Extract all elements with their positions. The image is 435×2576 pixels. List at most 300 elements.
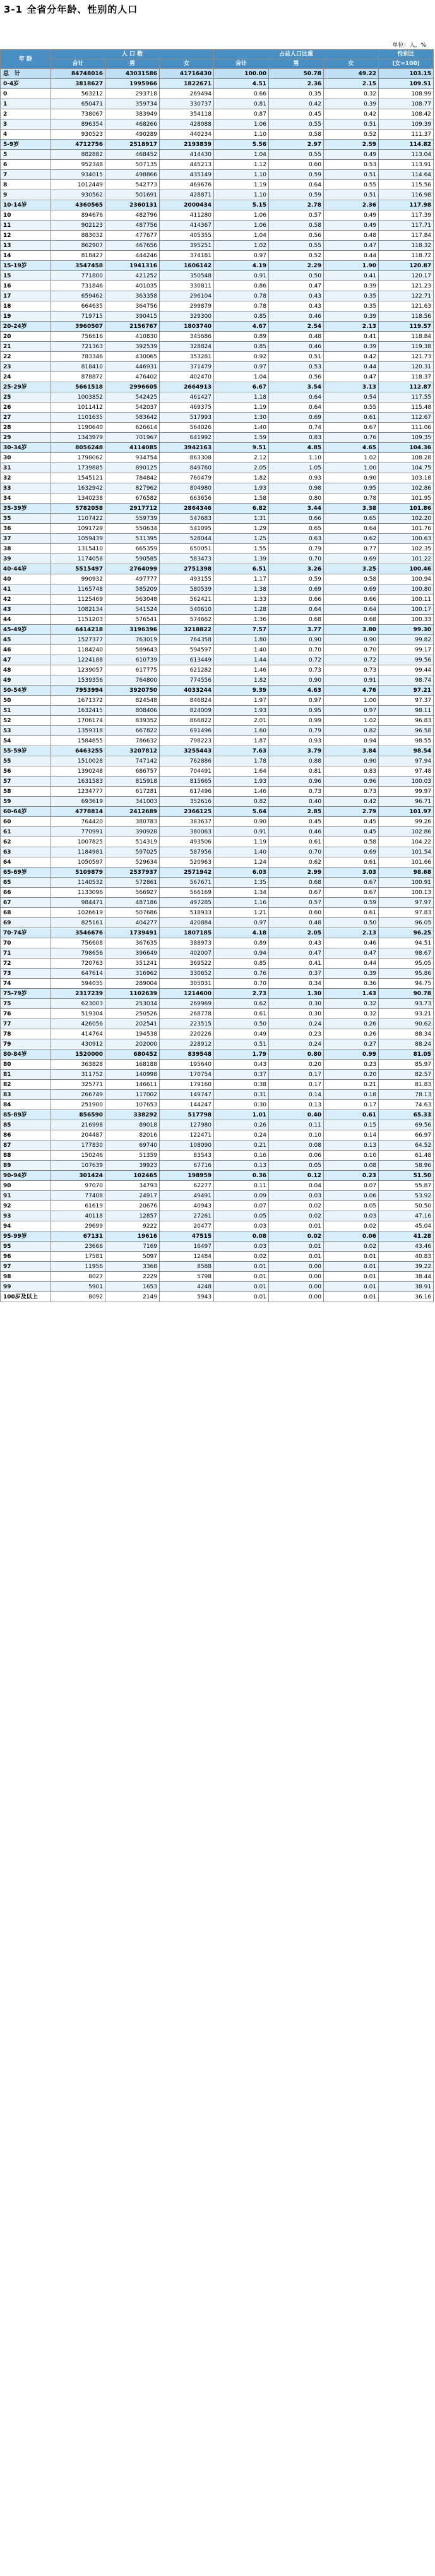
value-cell: 1.40 xyxy=(214,645,269,655)
value-cell: 518933 xyxy=(160,908,214,918)
value-cell: 663656 xyxy=(160,493,214,504)
header-sex-ratio-sub: (女=100) xyxy=(379,59,434,69)
value-cell: 0.50 xyxy=(324,918,379,928)
value-cell: 680452 xyxy=(105,1049,160,1060)
value-cell: 121.23 xyxy=(379,281,434,291)
table-row xyxy=(1,1090,434,1100)
age-cell: 96 xyxy=(1,1252,51,1262)
value-cell: 2229 xyxy=(105,1272,160,1282)
value-cell: 111.37 xyxy=(379,130,434,140)
age-cell: 40-44岁 xyxy=(1,564,51,574)
value-cell: 517993 xyxy=(160,413,214,423)
table-row-group xyxy=(1,868,434,878)
value-cell: 641992 xyxy=(160,433,214,443)
value-cell: 390415 xyxy=(105,311,160,322)
value-cell: 0.38 xyxy=(214,1080,269,1090)
value-cell: 195640 xyxy=(160,1060,214,1070)
value-cell: 4.51 xyxy=(214,79,269,89)
value-cell: 566169 xyxy=(160,888,214,898)
value-cell: 445213 xyxy=(160,160,214,170)
age-cell: 10-14岁 xyxy=(1,200,51,210)
value-cell: 0.52 xyxy=(324,130,379,140)
value-cell: 359734 xyxy=(105,99,160,109)
table-row xyxy=(1,948,434,958)
value-cell: 296104 xyxy=(160,291,214,301)
value-cell: 0.58 xyxy=(324,837,379,847)
age-cell: 26 xyxy=(1,402,51,413)
header-population: 人 口 数 xyxy=(51,50,214,59)
table-row-group xyxy=(1,1231,434,1242)
value-cell: 497777 xyxy=(105,574,160,584)
value-cell: 440234 xyxy=(160,130,214,140)
value-cell: 3255443 xyxy=(160,746,214,756)
value-cell: 0.35 xyxy=(324,301,379,311)
value-cell: 0.64 xyxy=(269,392,324,402)
value-cell: 1.00 xyxy=(324,696,379,706)
value-cell: 0.69 xyxy=(324,584,379,595)
value-cell: 0.45 xyxy=(269,817,324,827)
value-cell: 0.42 xyxy=(324,352,379,362)
value-cell: 0.73 xyxy=(269,665,324,675)
value-cell: 4114085 xyxy=(105,443,160,453)
value-cell: 2.05 xyxy=(269,928,324,938)
value-cell: 0.94 xyxy=(324,736,379,746)
value-cell: 0.90 xyxy=(324,756,379,766)
value-cell: 89018 xyxy=(105,1120,160,1130)
age-cell: 38 xyxy=(1,544,51,554)
value-cell: 100.80 xyxy=(379,584,434,595)
value-cell: 0.01 xyxy=(214,1282,269,1292)
value-cell: 97.37 xyxy=(379,696,434,706)
value-cell: 40943 xyxy=(160,1201,214,1211)
value-cell: 1995966 xyxy=(105,79,160,89)
value-cell: 1.25 xyxy=(214,534,269,544)
value-cell: 0.80 xyxy=(269,493,324,504)
value-cell: 878872 xyxy=(51,372,105,382)
value-cell: 738067 xyxy=(51,109,105,119)
value-cell: 934015 xyxy=(51,170,105,180)
age-cell: 57 xyxy=(1,777,51,787)
value-cell: 0.47 xyxy=(324,372,379,382)
age-cell: 68 xyxy=(1,908,51,918)
value-cell: 0.16 xyxy=(214,1151,269,1161)
value-cell: 0.00 xyxy=(269,1292,324,1302)
value-cell: 99.44 xyxy=(379,665,434,675)
value-cell: 839352 xyxy=(105,716,160,726)
value-cell: 0.53 xyxy=(269,362,324,372)
age-cell: 91 xyxy=(1,1191,51,1201)
value-cell: 1.19 xyxy=(214,180,269,190)
value-cell: 1.06 xyxy=(214,210,269,221)
table-row xyxy=(1,766,434,777)
age-cell: 77 xyxy=(1,1019,51,1029)
age-cell: 55-59岁 xyxy=(1,746,51,756)
value-cell: 250526 xyxy=(105,1009,160,1019)
value-cell: 9222 xyxy=(105,1221,160,1231)
value-cell: 330737 xyxy=(160,99,214,109)
value-cell: 0.17 xyxy=(269,1080,324,1090)
value-cell: 0.57 xyxy=(269,210,324,221)
value-cell: 117.98 xyxy=(379,200,434,210)
value-cell: 392539 xyxy=(105,342,160,352)
value-cell: 461427 xyxy=(160,392,214,402)
value-cell: 1012449 xyxy=(51,180,105,190)
age-cell: 30-34岁 xyxy=(1,443,51,453)
value-cell: 594035 xyxy=(51,979,105,989)
value-cell: 82016 xyxy=(105,1130,160,1140)
value-cell: 1.31 xyxy=(214,514,269,524)
value-cell: 8588 xyxy=(160,1262,214,1272)
table-row xyxy=(1,1272,434,1282)
value-cell: 1140532 xyxy=(51,878,105,888)
value-cell: 501691 xyxy=(105,190,160,200)
value-cell: 2.73 xyxy=(214,989,269,999)
age-cell: 15 xyxy=(1,271,51,281)
value-cell: 404277 xyxy=(105,918,160,928)
value-cell: 1091729 xyxy=(51,524,105,534)
value-cell: 610739 xyxy=(105,655,160,665)
age-cell: 0 xyxy=(1,89,51,99)
value-cell: 0.01 xyxy=(324,1272,379,1282)
value-cell: 100.46 xyxy=(379,564,434,574)
value-cell: 4248 xyxy=(160,1282,214,1292)
value-cell: 0.67 xyxy=(324,878,379,888)
age-cell: 100岁及以上 xyxy=(1,1292,51,1302)
age-cell: 49 xyxy=(1,675,51,686)
value-cell: 1.60 xyxy=(214,726,269,736)
value-cell: 0.61 xyxy=(214,1009,269,1019)
value-cell: 894676 xyxy=(51,210,105,221)
value-cell: 0.06 xyxy=(269,1151,324,1161)
value-cell: 383949 xyxy=(105,109,160,119)
value-cell: 11956 xyxy=(51,1262,105,1272)
value-cell: 0.95 xyxy=(269,706,324,716)
value-cell: 20676 xyxy=(105,1201,160,1211)
value-cell: 0.50 xyxy=(269,271,324,281)
value-cell: 109.39 xyxy=(379,119,434,130)
age-cell: 43 xyxy=(1,605,51,615)
value-cell: 0.67 xyxy=(324,888,379,898)
value-cell: 2.59 xyxy=(324,140,379,150)
age-cell: 8 xyxy=(1,180,51,190)
value-cell: 1.93 xyxy=(214,777,269,787)
table-row xyxy=(1,675,434,686)
table-row xyxy=(1,372,434,382)
value-cell: 119.38 xyxy=(379,342,434,352)
table-row xyxy=(1,241,434,251)
value-cell: 1.87 xyxy=(214,736,269,746)
value-cell: 5109879 xyxy=(51,868,105,878)
value-cell: 118.56 xyxy=(379,311,434,322)
value-cell: 1653 xyxy=(105,1282,160,1292)
value-cell: 98.11 xyxy=(379,706,434,716)
table-row-group xyxy=(1,686,434,696)
value-cell: 20477 xyxy=(160,1221,214,1231)
value-cell: 119.57 xyxy=(379,322,434,332)
value-cell: 0.66 xyxy=(324,595,379,605)
table-row xyxy=(1,574,434,584)
value-cell: 0.42 xyxy=(269,99,324,109)
value-cell: 589643 xyxy=(105,645,160,655)
value-cell: 0.96 xyxy=(324,777,379,787)
value-cell: 0.01 xyxy=(269,1252,324,1262)
value-cell: 112.87 xyxy=(379,382,434,392)
value-cell: 115.56 xyxy=(379,180,434,190)
value-cell: 330811 xyxy=(160,281,214,291)
value-cell: 0.58 xyxy=(269,221,324,231)
value-cell: 99.30 xyxy=(379,625,434,635)
age-cell: 90-94岁 xyxy=(1,1171,51,1181)
value-cell: 2.12 xyxy=(214,453,269,463)
value-cell: 507135 xyxy=(105,160,160,170)
value-cell: 396649 xyxy=(105,948,160,958)
value-cell: 0.90 xyxy=(269,675,324,686)
table-row xyxy=(1,1161,434,1171)
header-pop-female: 女 xyxy=(160,59,214,69)
value-cell: 764420 xyxy=(51,817,105,827)
value-cell: 88.24 xyxy=(379,1039,434,1049)
age-cell: 总 计 xyxy=(1,69,51,79)
value-cell: 253034 xyxy=(105,999,160,1009)
value-cell: 0.63 xyxy=(269,534,324,544)
table-row xyxy=(1,1282,434,1292)
value-cell: 96.58 xyxy=(379,726,434,736)
value-cell: 0.82 xyxy=(214,797,269,807)
value-cell: 100.33 xyxy=(379,615,434,625)
value-cell: 0.66 xyxy=(214,89,269,99)
value-cell: 99.56 xyxy=(379,655,434,665)
value-cell: 721363 xyxy=(51,342,105,352)
value-cell: 66.97 xyxy=(379,1130,434,1140)
page-title: 3-1 全省分年龄、性别的人口 xyxy=(4,4,138,15)
value-cell: 101.54 xyxy=(379,847,434,857)
value-cell: 550634 xyxy=(105,524,160,534)
value-cell: 16497 xyxy=(160,1242,214,1252)
value-cell: 563048 xyxy=(105,595,160,605)
value-cell: 0.36 xyxy=(214,1171,269,1181)
value-cell: 0.50 xyxy=(214,1019,269,1029)
value-cell: 4712756 xyxy=(51,140,105,150)
value-cell: 0.01 xyxy=(214,1292,269,1302)
table-row xyxy=(1,827,434,837)
table-row xyxy=(1,180,434,190)
value-cell: 426056 xyxy=(51,1019,105,1029)
age-cell: 80-84岁 xyxy=(1,1049,51,1060)
table-row xyxy=(1,554,434,564)
value-cell: 0.70 xyxy=(269,554,324,564)
value-cell: 367635 xyxy=(105,938,160,948)
value-cell: 0.04 xyxy=(269,1181,324,1191)
value-cell: 0.90 xyxy=(324,635,379,645)
value-cell: 0.51 xyxy=(324,170,379,180)
value-cell: 12857 xyxy=(105,1211,160,1221)
value-cell: 118.37 xyxy=(379,372,434,382)
value-cell: 487756 xyxy=(105,221,160,231)
value-cell: 198959 xyxy=(160,1171,214,1181)
value-cell: 0.01 xyxy=(269,1221,324,1231)
unit-label: 单位：人，% xyxy=(392,42,426,49)
value-cell: 414430 xyxy=(160,150,214,160)
value-cell: 0.02 xyxy=(269,1231,324,1242)
value-cell: 3.38 xyxy=(324,504,379,514)
value-cell: 4.67 xyxy=(214,322,269,332)
value-cell: 99.17 xyxy=(379,645,434,655)
value-cell: 0.96 xyxy=(269,777,324,787)
value-cell: 770991 xyxy=(51,827,105,837)
value-cell: 1050597 xyxy=(51,857,105,868)
value-cell: 1151203 xyxy=(51,615,105,625)
table-row xyxy=(1,1009,434,1019)
table-body xyxy=(1,69,434,1302)
value-cell: 764358 xyxy=(160,635,214,645)
table-row xyxy=(1,847,434,857)
value-cell: 0.39 xyxy=(324,281,379,291)
value-cell: 108.42 xyxy=(379,109,434,119)
value-cell: 5515497 xyxy=(51,564,105,574)
value-cell: 0.10 xyxy=(269,1130,324,1140)
header-share-total: 合计 xyxy=(214,59,269,69)
value-cell: 5661518 xyxy=(51,382,105,392)
age-cell: 92 xyxy=(1,1201,51,1211)
value-cell: 3.80 xyxy=(324,625,379,635)
value-cell: 47.16 xyxy=(379,1211,434,1221)
value-cell: 574662 xyxy=(160,615,214,625)
age-cell: 76 xyxy=(1,1009,51,1019)
value-cell: 0.65 xyxy=(324,514,379,524)
value-cell: 890125 xyxy=(105,463,160,473)
value-cell: 798223 xyxy=(160,736,214,746)
value-cell: 62277 xyxy=(160,1181,214,1191)
age-cell: 40 xyxy=(1,574,51,584)
table-row xyxy=(1,291,434,301)
value-cell: 117.71 xyxy=(379,221,434,231)
population-table xyxy=(0,49,434,1302)
value-cell: 1.01 xyxy=(214,1110,269,1120)
value-cell: 4360565 xyxy=(51,200,105,210)
value-cell: 113.04 xyxy=(379,150,434,160)
value-cell: 0.64 xyxy=(269,180,324,190)
value-cell: 104.36 xyxy=(379,443,434,453)
value-cell: 1739885 xyxy=(51,463,105,473)
table-row xyxy=(1,655,434,665)
value-cell: 65.33 xyxy=(379,1110,434,1120)
header-share-female: 女 xyxy=(324,59,379,69)
value-cell: 1026619 xyxy=(51,908,105,918)
value-cell: 0.32 xyxy=(324,1009,379,1019)
value-cell: 0.47 xyxy=(269,948,324,958)
value-cell: 0.32 xyxy=(324,999,379,1009)
value-cell: 1.40 xyxy=(214,847,269,857)
value-cell: 17581 xyxy=(51,1252,105,1262)
value-cell: 0.31 xyxy=(214,1090,269,1100)
value-cell: 0.01 xyxy=(214,1262,269,1272)
value-cell: 0.64 xyxy=(269,605,324,615)
value-cell: 2.36 xyxy=(324,200,379,210)
value-cell: 95.86 xyxy=(379,969,434,979)
age-cell: 84 xyxy=(1,1100,51,1110)
table-row xyxy=(1,797,434,807)
value-cell: 100.13 xyxy=(379,888,434,898)
age-cell: 51 xyxy=(1,706,51,716)
value-cell: 1190640 xyxy=(51,423,105,433)
age-cell: 78 xyxy=(1,1029,51,1039)
value-cell: 866822 xyxy=(160,716,214,726)
header-age: 年 龄 xyxy=(1,50,51,69)
age-cell: 79 xyxy=(1,1039,51,1049)
value-cell: 798656 xyxy=(51,948,105,958)
value-cell: 116.98 xyxy=(379,190,434,200)
value-cell: 0.73 xyxy=(324,665,379,675)
value-cell: 2751398 xyxy=(160,564,214,574)
value-cell: 0.59 xyxy=(269,170,324,180)
table-row xyxy=(1,908,434,918)
table-row xyxy=(1,1039,434,1049)
value-cell: 121.73 xyxy=(379,352,434,362)
value-cell: 0.42 xyxy=(324,797,379,807)
table-row-group xyxy=(1,746,434,756)
value-cell: 771800 xyxy=(51,271,105,281)
value-cell: 1.04 xyxy=(214,231,269,241)
value-cell: 1.10 xyxy=(269,453,324,463)
value-cell: 0.30 xyxy=(269,1009,324,1019)
value-cell: 102465 xyxy=(105,1171,160,1181)
value-cell: 24917 xyxy=(105,1191,160,1201)
value-cell: 0.86 xyxy=(214,281,269,291)
value-cell: 1584855 xyxy=(51,736,105,746)
age-cell: 82 xyxy=(1,1080,51,1090)
value-cell: 49491 xyxy=(160,1191,214,1201)
table-row xyxy=(1,696,434,706)
value-cell: 228912 xyxy=(160,1039,214,1049)
age-cell: 52 xyxy=(1,716,51,726)
value-cell: 0.05 xyxy=(269,1161,324,1171)
table-row xyxy=(1,817,434,827)
value-cell: 390928 xyxy=(105,827,160,837)
value-cell: 650471 xyxy=(51,99,105,109)
value-cell: 311752 xyxy=(51,1070,105,1080)
value-cell: 824548 xyxy=(105,696,160,706)
value-cell: 3.26 xyxy=(269,564,324,574)
value-cell: 0.70 xyxy=(214,979,269,989)
value-cell: 0.68 xyxy=(324,615,379,625)
value-cell: 39923 xyxy=(105,1161,160,1171)
value-cell: 0.40 xyxy=(269,1110,324,1120)
value-cell: 1.82 xyxy=(214,675,269,686)
value-cell: 3207812 xyxy=(105,746,160,756)
table-row-group xyxy=(1,443,434,453)
value-cell: 2571942 xyxy=(160,868,214,878)
table-row xyxy=(1,918,434,928)
value-cell: 94.75 xyxy=(379,979,434,989)
value-cell: 691496 xyxy=(160,726,214,736)
value-cell: 0.91 xyxy=(214,271,269,281)
value-cell: 345686 xyxy=(160,332,214,342)
value-cell: 0.24 xyxy=(269,1039,324,1049)
value-cell: 0.69 xyxy=(269,584,324,595)
value-cell: 562421 xyxy=(160,595,214,605)
age-cell: 45-49岁 xyxy=(1,625,51,635)
value-cell: 0.95 xyxy=(324,483,379,493)
value-cell: 825161 xyxy=(51,918,105,928)
value-cell: 101.76 xyxy=(379,524,434,534)
value-cell: 0.52 xyxy=(269,251,324,261)
value-cell: 430912 xyxy=(51,1039,105,1049)
table-row xyxy=(1,958,434,969)
value-cell: 58.96 xyxy=(379,1161,434,1171)
value-cell: 117.84 xyxy=(379,231,434,241)
value-cell: 0.01 xyxy=(324,1292,379,1302)
value-cell: 1822671 xyxy=(160,79,214,89)
